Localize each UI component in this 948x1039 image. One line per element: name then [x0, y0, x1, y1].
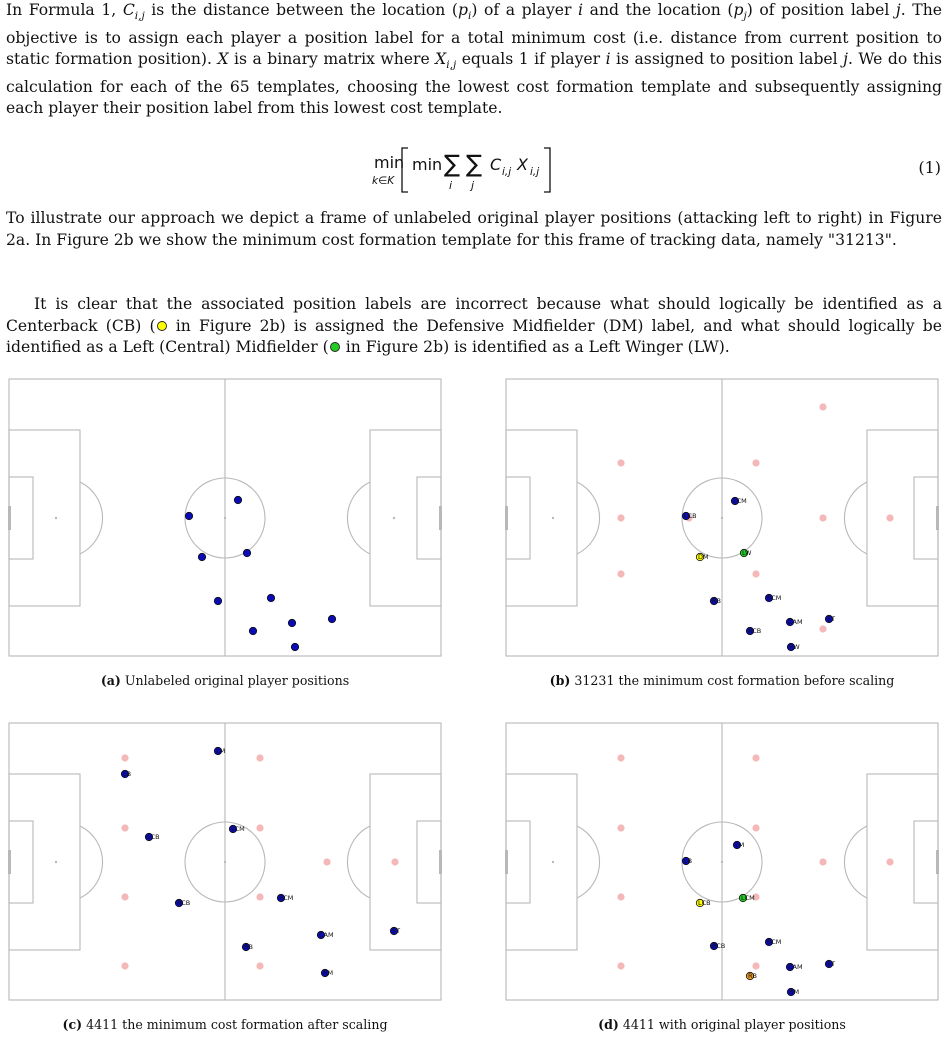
figure-2b-pitch	[505, 378, 939, 657]
caption-text: 31231 the minimum cost formation before scaling	[574, 673, 895, 688]
template-position-marker	[819, 625, 826, 632]
template-position-marker	[256, 962, 263, 969]
right-goal	[439, 506, 442, 530]
template-position-marker	[617, 754, 624, 761]
text-run: j	[843, 50, 848, 69]
right-penalty-box	[867, 774, 938, 950]
svg-text:i: i	[449, 179, 453, 192]
left-goal	[505, 506, 508, 530]
svg-text:∑: ∑	[466, 150, 483, 178]
right-goal	[936, 850, 939, 874]
right-six-yard-box	[914, 821, 938, 903]
template-position-marker	[256, 754, 263, 761]
player-marker	[185, 512, 192, 519]
left-penalty-box	[506, 430, 577, 606]
caption-text: 4411 with original player positions	[622, 1017, 846, 1032]
text-run: j	[895, 1, 901, 19]
svg-text:min: min	[374, 153, 405, 172]
text-run: ) of position label	[746, 1, 896, 19]
text-run: X	[435, 50, 447, 69]
text-run: To illustrate our approach we depict a frame of unlabeled original player positions (attacking left to right) in Figure 2a. In Figure 2b we show the minimum cost formation template for this frame of tracking data, namely "31213".	[6, 209, 942, 249]
left-penalty-spot	[55, 517, 57, 519]
caption-text: 4411 the minimum cost formation after scaling	[86, 1017, 388, 1032]
svg-text:j: j	[471, 179, 475, 192]
svg-text:i,j: i,j	[502, 166, 512, 178]
figure-2a-pitch	[8, 378, 442, 657]
left-six-yard-box	[9, 821, 33, 903]
figure-2d-pitch	[505, 722, 939, 1001]
player-marker	[328, 615, 335, 622]
template-position-marker	[323, 858, 330, 865]
text-run: is a binary matrix where	[228, 50, 436, 69]
svg-text:k∈K: k∈K	[372, 175, 395, 187]
text-run: is the distance between the location (	[144, 1, 458, 19]
player-position-label: LCM	[733, 497, 747, 505]
caption-text: Unlabeled original player positions	[124, 673, 350, 688]
caption-label: (b)	[549, 673, 571, 688]
text-run: In Formula 1,	[6, 1, 123, 19]
player-position-label: LW	[742, 549, 752, 557]
left-penalty-box	[9, 430, 80, 606]
equation-number: (1)	[918, 158, 941, 177]
center-spot	[224, 861, 226, 863]
player-position-label: ST	[392, 927, 401, 935]
player-position-label: RM	[789, 988, 800, 996]
template-position-marker	[819, 403, 826, 410]
template-position-marker	[886, 858, 893, 865]
player-position-label: RCM	[767, 594, 782, 602]
template-position-marker	[121, 962, 128, 969]
text-run: p	[733, 1, 744, 19]
player-position-label: LM	[216, 747, 226, 755]
svg-text:∑: ∑	[444, 150, 461, 178]
template-position-marker	[617, 514, 624, 521]
equation-body	[368, 144, 628, 204]
right-goal	[439, 850, 442, 874]
player-position-label: CAM	[319, 931, 334, 939]
template-position-marker	[121, 824, 128, 831]
player-position-label: RCB	[748, 627, 762, 635]
template-position-marker	[752, 962, 759, 969]
template-position-marker	[617, 893, 624, 900]
template-position-marker	[752, 459, 759, 466]
template-position-marker	[617, 962, 624, 969]
paragraph-formula-explanation	[6, 0, 942, 120]
player-position-label: RCM	[767, 938, 782, 946]
player-marker	[249, 627, 256, 634]
player-marker	[214, 597, 221, 604]
center-spot	[224, 517, 226, 519]
player-position-label: LB	[684, 857, 693, 865]
player-position-label: LM	[735, 841, 745, 849]
text-run: in Figure 2b) is identified as a Left Winger (LW).	[340, 338, 730, 356]
right-penalty-spot	[393, 517, 395, 519]
left-six-yard-box	[506, 821, 530, 903]
player-position-label: LCM	[741, 894, 755, 902]
player-position-label: CAM	[788, 618, 803, 626]
text-run: i,j	[134, 10, 145, 23]
template-position-marker	[752, 824, 759, 831]
caption-label: (c)	[62, 1017, 83, 1032]
right-penalty-box	[867, 430, 938, 606]
template-position-marker	[819, 514, 826, 521]
center-spot	[721, 517, 723, 519]
text-run: It is clear that the associated position labels are incorrect because what should logically be identified as a Centerback (CB) (	[6, 295, 942, 335]
right-six-yard-box	[914, 477, 938, 559]
player-position-label: DM	[698, 553, 709, 561]
caption-2b	[505, 673, 939, 688]
text-run: . We do this calculation for each of the 65 templates, choosing the lowest cost formation template and subsequently assigning each player their position label from this lowest cost template.	[6, 50, 943, 118]
player-position-label: LCB	[147, 833, 160, 841]
text-run: C	[122, 1, 135, 19]
player-position-label: RCB	[712, 942, 726, 950]
left-penalty-arc	[577, 482, 600, 554]
paragraph-illustration	[6, 208, 942, 251]
text-run: p	[458, 1, 468, 19]
caption-2c	[8, 1017, 442, 1032]
left-penalty-box	[9, 774, 80, 950]
player-marker	[234, 496, 241, 503]
template-position-marker	[886, 514, 893, 521]
left-penalty-spot	[552, 861, 554, 863]
player-marker	[288, 619, 295, 626]
svg-text:i,j: i,j	[530, 166, 540, 178]
left-penalty-spot	[552, 517, 554, 519]
left-penalty-arc	[577, 826, 600, 898]
text-run: i	[605, 50, 611, 69]
left-goal	[8, 850, 11, 874]
right-six-yard-box	[417, 821, 441, 903]
right-penalty-arc	[844, 826, 867, 898]
template-position-marker	[391, 858, 398, 865]
template-position-marker	[752, 570, 759, 577]
player-position-label: LCB	[698, 899, 711, 907]
right-penalty-box	[370, 774, 441, 950]
template-position-marker	[121, 754, 128, 761]
text-run: i	[578, 1, 584, 19]
right-penalty-box	[370, 430, 441, 606]
player-marker	[198, 553, 205, 560]
caption-label: (d)	[598, 1017, 619, 1032]
template-position-marker	[819, 858, 826, 865]
equation-1	[0, 140, 948, 196]
text-run: and the location (	[583, 1, 734, 19]
legend-dot-icon	[156, 320, 168, 332]
right-penalty-arc	[347, 826, 370, 898]
right-goal	[936, 506, 939, 530]
player-position-label: RB	[712, 597, 721, 605]
player-position-label: RM	[323, 969, 334, 977]
paragraph-label-issue	[6, 294, 942, 359]
player-position-label: RCB	[177, 899, 191, 907]
left-penalty-spot	[55, 861, 57, 863]
text-run: X	[217, 50, 229, 69]
player-position-label: RB	[748, 972, 757, 980]
right-penalty-arc	[844, 482, 867, 554]
text-run: j	[743, 10, 747, 23]
text-run: is assigned to position label	[610, 50, 844, 69]
template-position-marker	[617, 570, 624, 577]
template-position-marker	[752, 754, 759, 761]
text-run: equals 1 if player	[456, 50, 606, 69]
player-position-label: LCB	[684, 512, 697, 520]
player-position-label: ST	[827, 615, 836, 623]
player-position-label: RW	[789, 643, 800, 651]
template-position-marker	[256, 824, 263, 831]
text-run: . The objective is to assign each player a position label for a total minimum cost (i.e. distance from current position to static formation position).	[6, 1, 942, 69]
caption-2d	[505, 1017, 939, 1032]
right-penalty-arc	[347, 482, 370, 554]
template-position-marker	[121, 893, 128, 900]
text-run: ) of a player	[471, 1, 579, 19]
left-penalty-arc	[80, 826, 103, 898]
player-position-label: RB	[244, 943, 253, 951]
template-position-marker	[617, 824, 624, 831]
player-position-label: LCM	[231, 825, 245, 833]
player-marker	[267, 594, 274, 601]
player-position-label: ST	[827, 960, 836, 968]
svg-text:C: C	[490, 155, 502, 174]
right-six-yard-box	[417, 477, 441, 559]
svg-text:min: min	[412, 155, 443, 174]
player-position-label: LB	[123, 770, 132, 778]
legend-dot-icon	[329, 341, 341, 353]
left-penalty-arc	[80, 482, 103, 554]
template-position-marker	[256, 893, 263, 900]
left-penalty-box	[506, 774, 577, 950]
player-marker	[291, 643, 298, 650]
text-run: i	[467, 10, 472, 23]
player-position-label: RCM	[279, 894, 294, 902]
caption-label: (a)	[100, 673, 121, 688]
figure-2c-pitch	[8, 722, 442, 1001]
svg-text:X: X	[517, 155, 528, 174]
text-run: in Figure 2b) is assigned the Defensive Midfielder (DM) label, and what should logically be identified as a Left (Central) Midfielder (	[6, 316, 942, 356]
caption-2a	[8, 673, 442, 688]
player-position-label: CAM	[788, 963, 803, 971]
text-run: i,j	[446, 59, 457, 72]
left-goal	[505, 850, 508, 874]
left-goal	[8, 506, 11, 530]
center-spot	[721, 861, 723, 863]
left-six-yard-box	[506, 477, 530, 559]
template-position-marker	[617, 459, 624, 466]
left-six-yard-box	[9, 477, 33, 559]
player-marker	[243, 549, 250, 556]
